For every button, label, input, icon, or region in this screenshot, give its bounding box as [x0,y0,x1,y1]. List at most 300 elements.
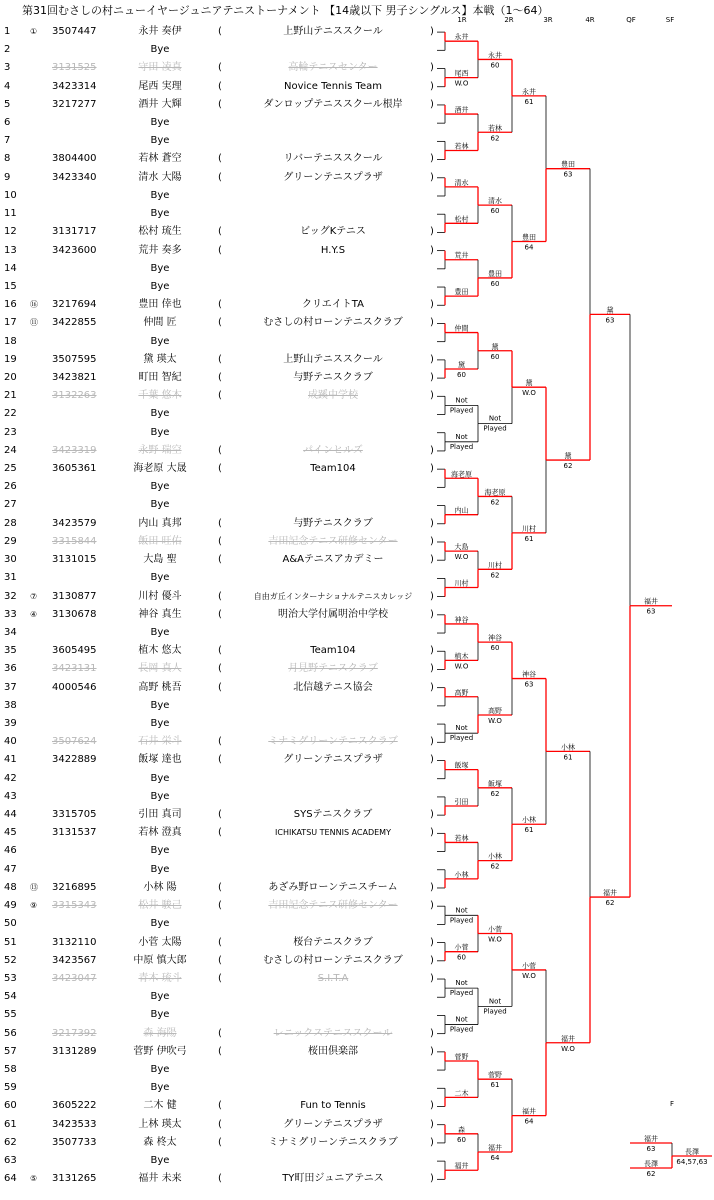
bye-label: Bye [150,699,170,711]
bye-label: Bye [150,790,170,802]
paren-open: ( [218,353,222,365]
draw-number: 62 [4,1136,17,1148]
draw-number: 51 [4,936,17,948]
player-id: 3131015 [52,554,97,566]
club-name: レニックステニススクール [273,1027,393,1039]
page-title: 第31回むさしの村ニューイヤージュニアテニストーナメント 【14歳以下 男子シングルス】本戦（1～64） [22,4,549,17]
paren-close: ) [430,1173,434,1185]
paren-open: ( [218,463,222,475]
paren-close: ) [430,26,434,37]
match-winner: 豊田 [561,160,575,169]
match-winner: 小菅 [522,961,536,970]
not-played-label: Not [455,724,468,733]
player-name: 植木 悠太 [138,645,182,657]
paren-open: ( [218,80,222,92]
club-name: Team104 [310,645,356,657]
bye-label: Bye [150,426,170,438]
player-id: 3132263 [52,390,97,402]
paren-close: ) [430,1027,434,1039]
paren-close: ) [430,371,434,383]
draw-number: 48 [4,881,17,893]
paren-close: ) [430,554,434,566]
paren-close: ) [430,736,434,748]
seed-mark: ④ [30,609,38,619]
player-id: 3605495 [52,645,97,657]
draw-number: 44 [4,809,17,821]
club-name: Fun to Tennis [300,1100,366,1112]
paren-open: ( [218,590,222,602]
player-name: 酒井 大輝 [138,98,182,110]
paren-open: ( [218,881,222,893]
player-name: 青木 琉斗 [138,972,182,984]
match-score: 62 [490,862,500,871]
draw-number: 7 [4,135,11,147]
paren-open: ( [218,517,222,529]
draw-number: 57 [4,1045,17,1057]
draw-number: 42 [4,772,17,784]
match-score: W.O [522,389,536,398]
player-id: 3216895 [52,881,97,893]
match-winner: 神谷 [522,670,536,679]
player-name: 二木 健 [143,1100,177,1112]
bye-label: Bye [150,1155,170,1167]
club-name: 北信越テニス協会 [293,681,373,693]
not-played-label: Played [449,734,474,743]
draw-number: 38 [4,699,17,711]
bye-label: Bye [150,208,170,220]
paren-open: ( [218,900,222,912]
match-winner: 若林 [488,124,502,133]
round-header: SF [665,16,675,24]
player-name: 川村 優斗 [138,590,182,602]
not-played-label: Not [488,414,502,423]
match-winner: 福井 [603,889,617,898]
player-name: 町田 智紀 [138,371,182,383]
paren-close: ) [430,936,434,948]
draw-number: 10 [4,189,17,201]
draw-number: 12 [4,226,17,238]
draw-number: 54 [4,991,17,1003]
club-name: ミナミグリーンテニスクラブ [268,1136,398,1148]
club-name: 吉田記念テニス研修センター [268,535,398,547]
not-played-label: Played [483,1007,507,1016]
draw-number: 3 [4,62,11,74]
paren-close: ) [430,809,434,821]
player-id: 3507733 [52,1136,97,1148]
paren-open: ( [218,62,222,74]
not-played-label: Played [449,1025,474,1034]
draw-number: 34 [4,626,17,638]
player-id: 3507447 [52,26,97,37]
match-winner: 福井 [522,1107,536,1116]
draw-number: 18 [4,335,17,347]
paren-open: ( [218,226,222,238]
match-score: W.O [454,79,469,88]
paren-open: ( [218,1045,222,1057]
paren-open: ( [218,444,222,456]
paren-open: ( [218,1100,222,1112]
draw-number: 39 [4,717,17,729]
draw-number: 49 [4,900,17,912]
draw-number: 33 [4,608,17,620]
draw-number: 8 [4,153,11,165]
match-winner: 川村 [454,579,469,588]
bye-label: Bye [150,918,170,930]
paren-close: ) [430,244,434,256]
match-score: 62 [490,498,500,507]
bye-label: Bye [150,626,170,638]
player-name: 森 海陽 [143,1027,177,1039]
paren-close: ) [430,827,434,839]
player-name: 菅野 伊吹弓 [133,1045,187,1057]
club-name: リバーテニススクール [283,153,383,165]
player-name: 小林 陽 [143,881,177,893]
player-name: 清水 大陽 [138,171,182,183]
player-name: 永野 瑞空 [138,444,182,456]
player-name: 松村 琉生 [138,226,182,238]
round-header: 3R [543,16,553,24]
match-score: 64 [524,243,534,252]
player-id: 3423533 [52,1118,97,1130]
paren-open: ( [218,26,222,37]
draw-number: 43 [4,790,17,802]
draw-number: 6 [4,117,11,129]
champion-score: 64,57,63 [676,1158,708,1166]
match-winner: 仲間 [454,324,469,333]
match-score: 60 [490,352,500,361]
match-score: 64 [490,1154,500,1163]
player-name: 長岡 真人 [138,663,182,675]
bye-label: Bye [150,117,170,129]
player-id: 3423340 [52,171,97,183]
player-name: 守田 凌真 [138,62,182,74]
draw-number: 4 [4,80,11,92]
match-winner: 海老原 [451,470,472,479]
paren-open: ( [218,681,222,693]
match-winner: 福井 [561,1034,575,1043]
draw-number: 5 [4,98,11,110]
draw-number: 29 [4,535,17,547]
seed-mark: ⑤ [30,1174,38,1184]
player-name: 黛 瑛太 [143,353,177,365]
club-name: S.I.T.A [317,972,349,984]
player-name: 森 柊太 [143,1136,177,1148]
player-name: 飯塚 達也 [138,754,182,766]
draw-number: 1 [4,26,11,37]
match-winner: 黛 [458,360,465,369]
match-score: 62 [490,134,500,143]
player-name: 荒井 奏多 [138,244,182,256]
match-winner: 森 [458,1125,465,1134]
draw-number: 21 [4,390,17,402]
bye-label: Bye [150,280,170,292]
player-id: 3131265 [52,1173,97,1185]
player-name: 石井 栄斗 [138,736,182,748]
bye-label: Bye [150,135,170,147]
match-winner: 酒井 [454,106,469,115]
bye-label: Bye [150,717,170,729]
player-name: 千葉 悠木 [138,390,182,402]
paren-close: ) [430,590,434,602]
club-name: H.Y.S [320,244,346,256]
player-id: 3423319 [52,444,97,456]
match-winner: 豊田 [454,288,469,297]
draw-number: 17 [4,317,17,329]
match-score: 60 [490,279,500,288]
match-winner: 若林 [454,142,469,151]
draw-number: 41 [4,754,17,766]
match-score: W.O [561,1044,575,1053]
match-winner: 永井 [522,87,536,96]
match-winner: 高野 [454,688,469,697]
bye-label: Bye [150,189,170,201]
match-winner: 小菅 [454,943,469,952]
paren-close: ) [430,1045,434,1057]
player-name: 福井 未来 [138,1173,182,1185]
seed-mark: ⑦ [30,591,38,601]
bye-label: Bye [150,1009,170,1021]
player-name: 飯田 旺佑 [138,535,182,547]
not-played-label: Played [449,406,474,415]
paren-close: ) [430,299,434,311]
round-header: 4R [585,16,595,24]
match-score: 60 [457,370,466,379]
draw-number: 60 [4,1100,17,1112]
player-id: 3217392 [52,1027,97,1039]
draw-number: 14 [4,262,17,274]
match-winner: 豊田 [522,233,536,242]
match-winner: 川村 [522,524,536,533]
draw-number: 24 [4,444,17,456]
club-name: ダンロップテニススクール根岸 [263,98,403,110]
match-winner: 神谷 [454,615,469,624]
paren-close: ) [430,517,434,529]
bye-label: Bye [150,335,170,347]
paren-open: ( [218,554,222,566]
match-winner: 内山 [454,506,469,515]
match-winner: 松村 [454,215,469,224]
match-winner: 清水 [454,178,469,187]
paren-open: ( [218,1027,222,1039]
match-winner: 植木 [454,652,469,661]
match-winner: 神谷 [488,634,502,643]
draw-number: 58 [4,1063,17,1075]
player-name: 若林 蒼空 [138,153,182,165]
paren-open: ( [218,535,222,547]
match-score: 63 [563,170,573,179]
not-played-label: Not [488,997,502,1006]
club-name: むさしの村ローンテニスクラブ [263,317,403,329]
bye-label: Bye [150,44,170,56]
paren-open: ( [218,98,222,110]
player-id: 3605222 [52,1100,97,1112]
paren-close: ) [430,390,434,402]
paren-open: ( [218,754,222,766]
player-id: 3131717 [52,226,97,238]
player-id: 3423579 [52,517,97,529]
player-name: 松井 駿己 [138,900,182,912]
match-score: 63 [646,607,656,616]
draw-number: 30 [4,554,17,566]
seed-mark: ① [30,27,38,36]
player-id: 3605361 [52,463,97,475]
paren-open: ( [218,809,222,821]
paren-close: ) [430,226,434,238]
not-played-label: Played [449,442,474,451]
match-winner: 引田 [454,798,469,807]
bye-label: Bye [150,991,170,1003]
draw-number: 9 [4,171,11,183]
player-id: 3131537 [52,827,97,839]
draw-number: 32 [4,590,17,602]
paren-close: ) [430,954,434,966]
club-name: グリーンテニスプラザ [283,171,383,183]
club-name: パインヒルズ [303,444,363,456]
not-played-label: Played [483,424,507,433]
match-winner: 小林 [454,870,469,879]
not-played-label: Not [455,1015,468,1024]
round-header: 2R [504,16,514,24]
draw-number: 63 [4,1155,17,1167]
player-id: 3423567 [52,954,97,966]
bye-label: Bye [150,863,170,875]
paren-close: ) [430,317,434,329]
club-name: 上野山テニススクール [283,353,383,365]
not-played-label: Not [455,906,468,915]
paren-open: ( [218,608,222,620]
player-name: 小菅 太陽 [138,936,182,948]
paren-close: ) [430,1100,434,1112]
paren-close: ) [430,62,434,74]
match-score: 63 [605,316,615,325]
match-winner: 飯塚 [454,761,469,770]
draw-number: 64 [4,1173,17,1185]
player-name: 海老原 大晟 [133,463,187,475]
match-winner: 川村 [488,561,502,570]
paren-close: ) [430,444,434,456]
draw-number: 55 [4,1009,17,1021]
match-winner: 福井 [488,1144,502,1153]
paren-open: ( [218,1173,222,1185]
match-score: 61 [524,534,534,543]
match-winner: 大島 [454,543,469,552]
club-name: 上野山テニススクール [283,26,383,37]
match-score: 62 [563,462,573,471]
player-id: 3804400 [52,153,97,165]
draw-number: 56 [4,1027,17,1039]
player-id: 3507624 [52,736,97,748]
player-name: 尾西 実理 [138,80,182,92]
player-id: 3423314 [52,80,97,92]
champion-name: 長澤 [685,1148,699,1156]
paren-open: ( [218,390,222,402]
club-name: 月見野テニスクラブ [288,663,378,675]
paren-close: ) [430,463,434,475]
match-winner: 福井 [454,1162,469,1171]
paren-open: ( [218,1136,222,1148]
club-name: 自由ガ丘インターナショナルテニスカレッジ [253,591,413,601]
seed-mark: ⑪ [30,318,38,328]
draw-number: 20 [4,371,17,383]
club-name: むさしの村ローンテニスクラブ [263,954,403,966]
match-winner: 永井 [454,33,469,42]
match-score: W.O [488,935,502,944]
match-score: 62 [490,789,500,798]
paren-close: ) [430,900,434,912]
player-name: 永井 奏伊 [138,26,182,37]
club-name: グリーンテニスプラザ [283,1118,383,1130]
bye-label: Bye [150,1082,170,1094]
paren-close: ) [430,754,434,766]
bye-label: Bye [150,481,170,493]
paren-open: ( [218,645,222,657]
club-name: 吉田記念テニス研修センター [268,900,398,912]
match-winner: 二木 [454,1089,469,1098]
paren-open: ( [218,972,222,984]
paren-close: ) [430,153,434,165]
match-winner: 永井 [488,51,502,60]
match-score: 64 [524,1117,534,1126]
match-winner: 小林 [522,816,536,825]
match-score: W.O [522,971,536,980]
player-name: 神谷 真生 [138,608,182,620]
club-name: A&Aテニスアカデミー [282,554,384,566]
match-score: W.O [454,553,469,562]
draw-number: 50 [4,918,17,930]
draw-number: 59 [4,1082,17,1094]
player-id: 3422855 [52,317,97,329]
club-name: Team104 [310,463,356,475]
draw-number: 47 [4,863,17,875]
draw-number: 37 [4,681,17,693]
draw-number: 36 [4,663,17,675]
draw-number: 28 [4,517,17,529]
club-name: Novice Tennis Team [284,80,382,92]
not-played-label: Played [449,916,474,925]
match-score: 61 [524,826,534,835]
match-winner: 尾西 [454,69,469,78]
club-name: 高輪テニスセンター [288,62,378,74]
player-name: 高野 桃吾 [138,681,182,693]
player-name: 豊田 倖也 [138,299,182,311]
match-score: 60 [490,644,500,653]
paren-open: ( [218,827,222,839]
club-name: TY町田ジュニアテニス [282,1173,384,1185]
bye-label: Bye [150,499,170,511]
match-score: W.O [488,716,502,725]
club-name: 桜田倶楽部 [308,1045,358,1057]
player-id: 3423821 [52,371,97,383]
player-name: 内山 真邦 [138,517,182,529]
draw-number: 23 [4,426,17,438]
paren-open: ( [218,1118,222,1130]
player-name: 中原 慎大郎 [133,954,187,966]
club-name: 成蹊中学校 [308,390,358,402]
match-winner: 菅野 [488,1071,502,1080]
player-id: 3507595 [52,353,97,365]
draw-number: 35 [4,645,17,657]
draw-number: 53 [4,972,17,984]
match-winner: 小林 [561,743,575,752]
player-id: 3423131 [52,663,97,675]
paren-close: ) [430,972,434,984]
player-id: 3131289 [52,1045,97,1057]
draw-number: 16 [4,299,17,311]
seed-mark: ⑬ [30,882,38,892]
paren-close: ) [430,681,434,693]
paren-open: ( [218,171,222,183]
player-id: 3315844 [52,535,97,547]
